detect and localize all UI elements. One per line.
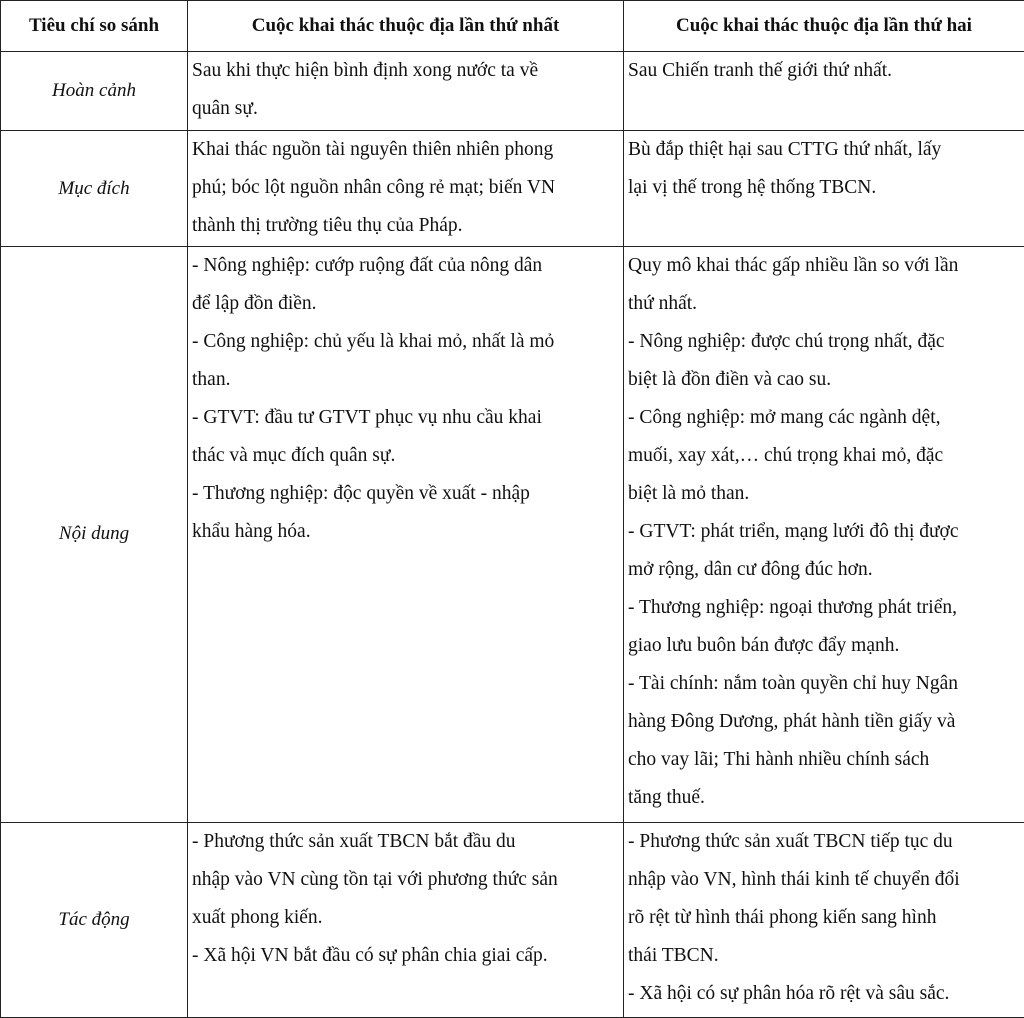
cell-text-line: thác và mục đích quân sự.: [192, 445, 396, 467]
cell-text-line: giao lưu buôn bán được đẩy mạnh.: [628, 635, 900, 657]
criterion-impact: Tác động: [1, 822, 188, 1017]
criterion-context: Hoàn cảnh: [1, 52, 188, 131]
cell-context-first: [188, 52, 624, 131]
cell-text-line: xuất phong kiến.: [192, 906, 323, 928]
cell-text-line: - GTVT: phát triển, mạng lưới đô thị được: [628, 521, 959, 543]
criterion-purpose: Mục đích: [1, 131, 188, 247]
cell-text-line: - Công nghiệp: chủ yếu là khai mỏ, nhất là mỏ: [192, 331, 555, 353]
cell-impact-second: [624, 822, 1024, 1017]
cell-text-line: Khai thác nguồn tài nguyên thiên nhiên phong: [192, 139, 554, 161]
header-second-exploitation: Cuộc khai thác thuộc địa lần thứ hai: [624, 1, 1024, 52]
cell-text-line: Bù đắp thiệt hại sau CTTG thứ nhất, lấy: [628, 139, 942, 161]
cell-context-second: [624, 52, 1024, 131]
cell-text-line: - Xã hội có sự phân hóa rõ rệt và sâu sắc.: [628, 982, 950, 1004]
cell-purpose-second: [624, 131, 1024, 247]
table-row-context: [1, 52, 1024, 131]
cell-text-line: rõ rệt từ hình thái phong kiến sang hình: [628, 906, 937, 928]
cell-text-line: khẩu hàng hóa.: [192, 521, 311, 543]
cell-text-line: Sau Chiến tranh thế giới thứ nhất.: [628, 60, 893, 81]
cell-text-line: - Công nghiệp: mở mang các ngành dệt,: [628, 407, 941, 429]
cell-text-line: - Thương nghiệp: độc quyền về xuất - nhập: [192, 483, 530, 505]
cell-content-first: [188, 247, 624, 822]
cell-text-line: - Nông nghiệp: cướp ruộng đất của nông dân: [192, 255, 543, 277]
cell-text-line: hàng Đông Dương, phát hành tiền giấy và: [628, 711, 956, 733]
header-first-exploitation: Cuộc khai thác thuộc địa lần thứ nhất: [188, 1, 624, 52]
cell-text-line: nhập vào VN, hình thái kinh tế chuyển đổi: [628, 868, 960, 890]
cell-text-line: biệt là đồn điền và cao su.: [628, 369, 832, 391]
cell-text-line: Quy mô khai thác gấp nhiều lần so với lần: [628, 255, 959, 277]
cell-impact-first: [188, 822, 624, 1017]
cell-text-line: mở rộng, dân cư đông đúc hơn.: [628, 559, 873, 581]
cell-text-line: phú; bóc lột nguồn nhân công rẻ mạt; biến VN: [192, 177, 556, 199]
cell-text-line: thành thị trường tiêu thụ của Pháp.: [192, 215, 463, 237]
cell-text-line: thái TBCN.: [628, 944, 719, 966]
cell-text-line: - GTVT: đầu tư GTVT phục vụ nhu cầu khai: [192, 407, 542, 429]
cell-text-line: than.: [192, 369, 231, 391]
criterion-content: Nội dung: [1, 247, 188, 822]
cell-text-line: - Tài chính: nắm toàn quyền chỉ huy Ngân: [628, 673, 958, 695]
header-criteria: Tiêu chí so sánh: [1, 1, 188, 52]
table-row-impact: [1, 822, 1024, 1017]
cell-text-line: - Xã hội VN bắt đầu có sự phân chia giai cấp.: [192, 944, 548, 966]
cell-purpose-first: [188, 131, 624, 247]
cell-text-line: nhập vào VN cùng tồn tại với phương thức sản: [192, 868, 558, 890]
cell-text-line: - Nông nghiệp: được chú trọng nhất, đặc: [628, 331, 945, 353]
cell-text-line: thứ nhất.: [628, 293, 698, 315]
cell-text-line: lại vị thế trong hệ thống TBCN.: [628, 177, 877, 199]
cell-text-line: Sau khi thực hiện bình định xong nước ta về: [192, 60, 539, 81]
cell-text-line: tăng thuế.: [628, 787, 705, 809]
cell-text-line: cho vay lãi; Thi hành nhiều chính sách: [628, 749, 930, 771]
cell-text-line: - Phương thức sản xuất TBCN tiếp tục du: [628, 830, 953, 852]
table-row-purpose: [1, 131, 1024, 247]
cell-text-line: muối, xay xát,… chú trọng khai mỏ, đặc: [628, 445, 944, 467]
cell-text-line: quân sự.: [192, 98, 258, 119]
cell-text-line: để lập đồn điền.: [192, 293, 317, 315]
cell-text-line: - Thương nghiệp: ngoại thương phát triển,: [628, 597, 957, 619]
cell-content-second: [624, 247, 1024, 822]
table-row-content: [1, 247, 1024, 822]
cell-text-line: biệt là mỏ than.: [628, 483, 750, 505]
table-header-row: [1, 1, 1024, 52]
cell-text-line: - Phương thức sản xuất TBCN bắt đầu du: [192, 830, 516, 852]
